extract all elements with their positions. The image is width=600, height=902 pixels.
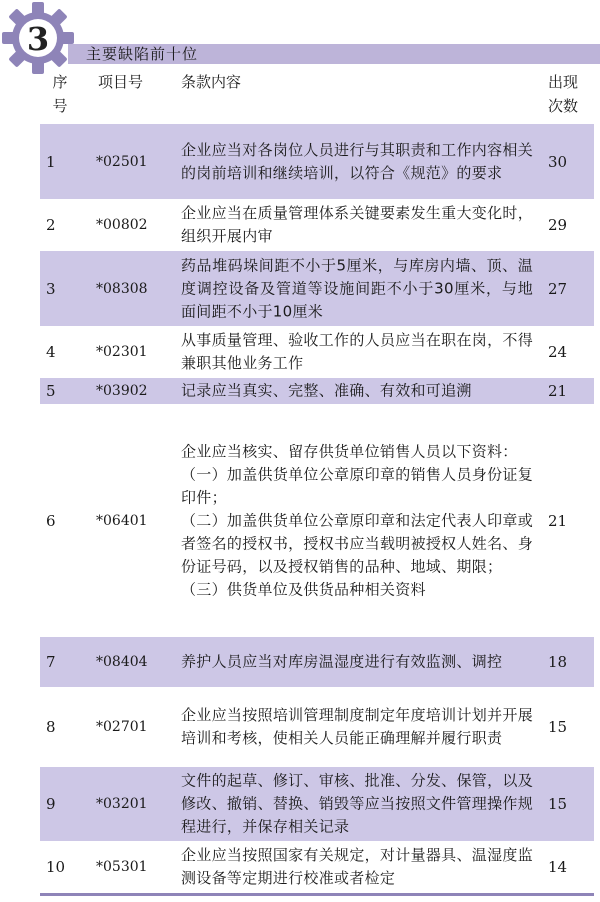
row-seq: 2 xyxy=(46,216,56,234)
row-seq: 4 xyxy=(46,343,56,361)
table-row xyxy=(40,251,594,326)
row-seq: 9 xyxy=(46,795,56,813)
row-seq: 5 xyxy=(46,382,56,400)
table-row xyxy=(40,767,594,841)
row-count: 24 xyxy=(548,343,568,361)
table-row xyxy=(40,637,594,687)
row-content: 企业应当按照培训管理制度制定年度培训计划并开展培训和考核，使相关人员能正确理解并履行职责 xyxy=(181,706,533,747)
section-title: 主要缺陷前十位 xyxy=(86,45,199,63)
row-seq: 6 xyxy=(46,511,56,530)
row-code: *02501 xyxy=(96,153,148,170)
row-code: *03201 xyxy=(96,796,148,812)
row-content: 企业应当核实、留存供货单位销售人员以下资料： （一）加盖供货单位公章原印章的销售人员身份证复印件； （二）加盖供货单位公章原印章和法定代表人印章或者签名的授权书，授权书应当载明被授权人姓名、身份证号码，以及授权销售的品种、地域、期限； （三）供货单位及供货品种相关资料 xyxy=(181,442,533,598)
row-seq: 3 xyxy=(46,279,56,298)
row-code: *08308 xyxy=(96,280,148,297)
row-count: 21 xyxy=(548,511,568,530)
row-seq: 8 xyxy=(46,718,56,736)
badge-number: 3 xyxy=(26,20,50,58)
row-code: *00802 xyxy=(96,217,148,233)
table-row xyxy=(40,405,594,636)
row-seq: 7 xyxy=(46,653,56,671)
row-content: 文件的起草、修订、审核、批准、分发、保管，以及修改、撤销、替换、销毁等应当按照文件管理操作规程进行，并保存相关记录 xyxy=(181,771,533,836)
row-content: 企业应当在质量管理体系关键要素发生重大变化时，组织开展内审 xyxy=(181,204,533,245)
row-content: 药品堆码垛间距不小于5厘米，与库房内墙、顶、温度调控设备及管道等设施间距不小于30厘米，与地面间距不小于10厘米 xyxy=(181,256,533,320)
table-row xyxy=(40,200,594,250)
row-count: 30 xyxy=(548,152,568,171)
row-code: *03902 xyxy=(96,383,148,399)
bottom-rule xyxy=(40,893,594,896)
row-seq: 10 xyxy=(46,858,66,876)
row-code: *08404 xyxy=(96,654,148,670)
row-count: 29 xyxy=(548,216,568,234)
row-code: *05301 xyxy=(96,859,148,875)
header-count: 出现 次数 xyxy=(548,73,579,115)
row-seq: 1 xyxy=(46,152,56,171)
header-seq: 序 号 xyxy=(52,73,68,115)
row-content: 养护人员应当对库房温湿度进行有效监测、调控 xyxy=(181,652,503,671)
table-row xyxy=(40,842,594,892)
table-row xyxy=(40,327,594,377)
row-content: 企业应当对各岗位人员进行与其职责和工作内容相关的岗前培训和继续培训，以符合《规范》的要求 xyxy=(181,140,533,182)
row-code: *06401 xyxy=(96,512,148,529)
header-code: 项目号 xyxy=(98,73,144,91)
row-code: *02301 xyxy=(96,344,148,360)
table-row xyxy=(40,688,594,766)
row-count: 15 xyxy=(548,718,568,736)
row-content: 记录应当真实、完整、准确、有效和可追溯 xyxy=(181,381,472,400)
row-count: 18 xyxy=(548,653,568,671)
row-count: 27 xyxy=(548,279,568,298)
gear-badge-icon xyxy=(0,2,78,74)
row-code: *02701 xyxy=(96,719,148,735)
header-content: 条款内容 xyxy=(181,73,242,91)
row-content: 从事质量管理、验收工作的人员应当在职在岗，不得兼职其他业务工作 xyxy=(181,331,533,372)
table-row xyxy=(40,378,594,404)
row-count: 14 xyxy=(548,858,568,876)
row-content: 企业应当按照国家有关规定，对计量器具、温湿度监测设备等定期进行校准或者检定 xyxy=(181,846,533,887)
row-count: 21 xyxy=(548,382,568,400)
table-row xyxy=(40,124,594,199)
row-count: 15 xyxy=(548,795,568,813)
